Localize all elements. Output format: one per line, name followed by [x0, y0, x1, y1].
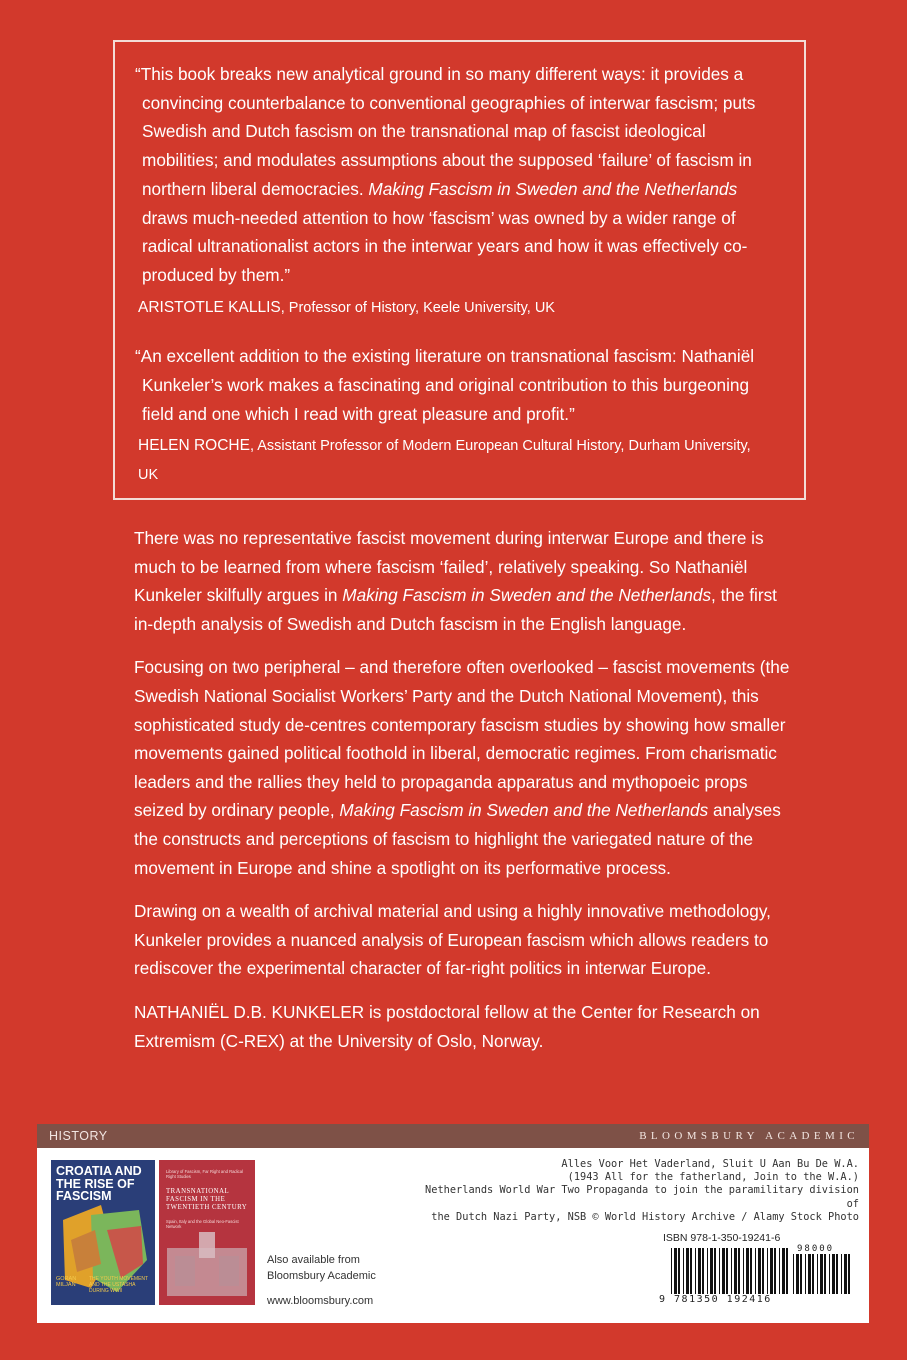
related-book-author: GORAN MILJAN	[56, 1276, 77, 1288]
barcode-bar	[758, 1248, 761, 1294]
barcode-bar	[714, 1248, 716, 1294]
related-book-series: Library of Fascism, Far Right and Radical Right Studies	[166, 1169, 244, 1179]
book-description	[134, 524, 794, 1070]
footer-panel	[37, 1148, 869, 1323]
barcode-bar	[817, 1254, 818, 1294]
related-book-subtitle: THE YOUTH MOVEMENT AND THE USTASHA DURING WWII	[89, 1276, 148, 1294]
text-part: There was no representative fascist movement during interwar Europe and there is much to be learned from where fascism ‘failed’, relatively speaking. So Nathaniël Kunkeler skilfully argues in	[134, 528, 764, 606]
barcode-bar	[793, 1254, 794, 1294]
barcode-bar	[710, 1248, 713, 1294]
related-book-cover[interactable]	[51, 1160, 155, 1305]
quote-text: “An excellent addition to the existing literature on transnational fascism: Nathaniël Kunkeler’s work makes a fascinating and original contribution to this burgeoning field and one which I read with great pleasure and profit.”	[135, 346, 755, 424]
price-barcode	[793, 1254, 855, 1294]
barcode-bar	[844, 1254, 847, 1294]
book-cover-art	[159, 1160, 255, 1305]
category-band	[37, 1124, 869, 1148]
barcode-bar	[726, 1248, 728, 1294]
barcode-bar	[750, 1248, 752, 1294]
book-title-italic: Making Fascism in Sweden and the Netherlands	[342, 585, 712, 606]
text-part: , the first in-depth analysis of Swedish and Dutch fascism in the English language.	[134, 585, 777, 634]
barcode-bar	[746, 1248, 749, 1294]
publisher-name: BLOOMSBURY ACADEMIC	[639, 1130, 859, 1142]
quote-text-part: draws much-needed attention to how ‘fascism’ was owned by a wider range of radical ultranationalist actors in the interwar years and how it was effectively co-produced by them.”	[142, 207, 748, 285]
barcode-bar	[841, 1254, 842, 1294]
barcode-bar	[722, 1248, 725, 1294]
barcode-bar	[683, 1248, 684, 1294]
barcode-bar	[686, 1248, 689, 1294]
credit-line: Netherlands World War Two Propaganda to join the paramilitary division of	[425, 1184, 859, 1210]
isbn-digits: 9 781350 192416	[659, 1294, 772, 1305]
barcode-bar	[836, 1254, 838, 1294]
description-paragraph: Drawing on a wealth of archival material and using a highly innovative methodology, Kunkeler provides a nuanced analysis of European fascism which allows readers to rediscover the experimental character of far-right politics in interwar Europe.	[134, 901, 771, 979]
quote-text-part: “This book breaks new analytical ground in so many different ways: it provides a convincing counterbalance to conventional geographies of interwar fascism; puts Swedish and Dutch fascism on the transnational map of fascist ideological mobilities; and modulates assumptions about the supposed ‘failure’ of fascism in northern liberal democracies.	[135, 64, 756, 199]
description-paragraph	[134, 524, 794, 638]
barcode-bar	[770, 1248, 773, 1294]
quote-author: HELEN ROCHE	[138, 437, 250, 455]
barcode-bar	[774, 1248, 776, 1294]
barcode-bar	[755, 1248, 756, 1294]
text-part: Focusing on two peripheral – and therefore often overlooked – fascist movements (the Swedish National Socialist Workers’ Party and the Dutch National Movement), this sophisticated study de-centres contemporary fascism studies by showing how smaller movements gained political foothold in liberal, democratic regimes. From charismatic leaders and the rallies they held to propaganda apparatus and mythopoeic props seized by ordinary people,	[134, 657, 790, 821]
barcode-bar	[671, 1248, 672, 1294]
barcode-bar	[796, 1254, 799, 1294]
barcode-bar	[786, 1248, 788, 1294]
quote-affiliation: , Professor of History, Keele University, UK	[280, 299, 555, 316]
isbn-barcode	[671, 1248, 789, 1294]
barcode-bar	[678, 1248, 680, 1294]
barcode-bar	[674, 1248, 677, 1294]
barcode-bar	[820, 1254, 823, 1294]
barcode-bar	[824, 1254, 826, 1294]
quote-attribution	[135, 294, 774, 323]
category-label: HISTORY	[49, 1129, 108, 1143]
barcode-bar	[738, 1248, 740, 1294]
credit-line: (1943 All for the fatherland, Join to the W.A.)	[567, 1171, 859, 1184]
related-book-subtitle: Spain, Italy and the Global Neo-Fascist Network	[166, 1219, 239, 1229]
credit-line: the Dutch Nazi Party, NSB © World History Archive / Alamy Stock Photo	[431, 1210, 859, 1223]
barcode-bar	[762, 1248, 764, 1294]
barcode-bar	[829, 1254, 830, 1294]
publisher-website[interactable]: www.bloomsbury.com	[267, 1295, 374, 1307]
barcode-bar	[690, 1248, 692, 1294]
related-book-cover[interactable]	[159, 1160, 255, 1305]
description-paragraph	[134, 653, 794, 882]
book-title-italic: Making Fascism in Sweden and the Netherlands	[339, 800, 709, 821]
barcode-bar	[695, 1248, 696, 1294]
barcode-bar	[800, 1254, 802, 1294]
isbn-label: ISBN 978-1-350-19241-6	[663, 1232, 781, 1244]
quote-attribution	[135, 432, 774, 489]
also-available-text: Also available from Bloomsbury Academic	[267, 1254, 376, 1282]
barcode-bar	[779, 1248, 780, 1294]
barcode-bar	[743, 1248, 744, 1294]
barcode-bar	[808, 1254, 811, 1294]
endorsement-quote	[131, 342, 774, 489]
barcode-bar	[731, 1248, 732, 1294]
barcode-bar	[698, 1248, 701, 1294]
cover-image-credit	[419, 1158, 859, 1224]
quote-affiliation: , Assistant Professor of Modern European Cultural History, Durham University, UK	[138, 438, 751, 483]
quote-author: ARISTOTLE KALLIS	[138, 298, 281, 316]
price-code: 98000	[797, 1244, 835, 1254]
barcode-bar	[767, 1248, 768, 1294]
endorsement-quote	[131, 60, 774, 322]
credit-line: Alles Voor Het Vaderland, Sluit U Aan Bu De W.A.	[561, 1158, 859, 1170]
barcode-bar	[782, 1248, 785, 1294]
text-part: analyses the constructs and perceptions of fascism to highlight the variegated nature of the movement in Europe and shine a spotlight on its performative process.	[134, 800, 781, 878]
related-book-title: CROATIA AND THE RISE OF FASCISM	[56, 1164, 142, 1203]
barcode-bar	[702, 1248, 704, 1294]
barcode-bar	[812, 1254, 814, 1294]
barcode-bar	[848, 1254, 850, 1294]
author-bio: NATHANIËL D.B. KUNKELER is postdoctoral fellow at the Center for Research on Extremism (C-REX) at the University of Oslo, Norway.	[134, 1001, 760, 1051]
quote-text	[135, 60, 774, 290]
barcode-bar	[734, 1248, 737, 1294]
barcode-bar	[805, 1254, 806, 1294]
barcode-bar	[719, 1248, 720, 1294]
book-title-italic: Making Fascism in Sweden and the Netherlands	[368, 178, 738, 199]
endorsements-box	[113, 40, 806, 500]
barcode-bar	[707, 1248, 708, 1294]
related-book-title: TRANSNATIONAL FASCISM IN THE TWENTIETH CENTURY	[166, 1188, 248, 1211]
barcode-bar	[832, 1254, 835, 1294]
